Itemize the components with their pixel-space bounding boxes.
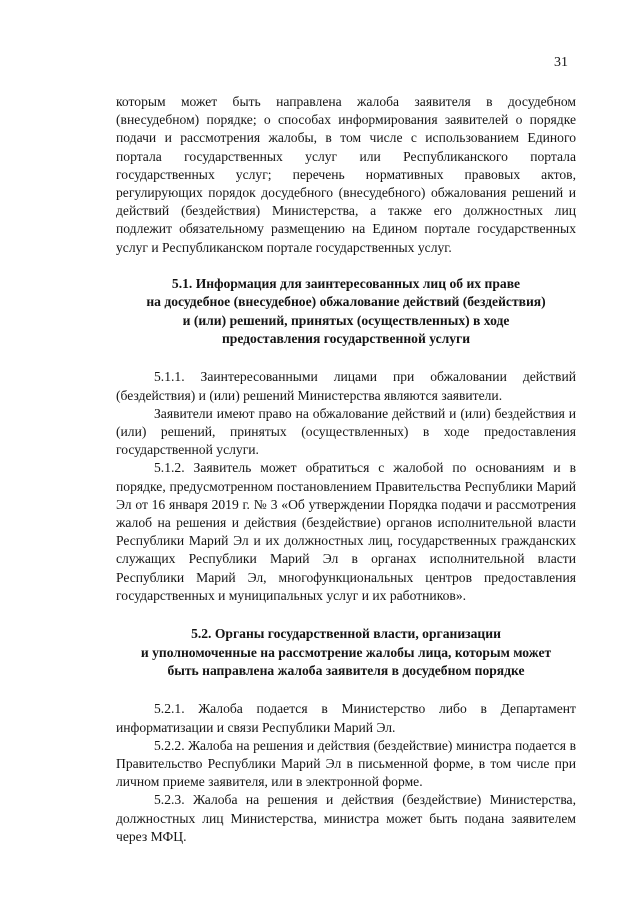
paragraph-5-1-1: 5.1.1. Заинтересованными лицами при обжаловании действий (бездействия) и (или) решений Министерства являются заявители.: [116, 369, 576, 403]
page-number: 31: [554, 55, 568, 70]
section-5-1-heading-line: и (или) решений, принятых (осуществленных) в ходе: [182, 312, 510, 328]
section-5-1-heading: [116, 275, 576, 349]
paragraph-5-2-2: 5.2.2. Жалоба на решения и действия (бездействие) министра подается в Правительство Республики Марий Эл в письменной форме, в том числе при личном приеме заявителя, или в электронной форме.: [116, 737, 576, 790]
document-body: [116, 93, 576, 846]
paragraph-5-1-2: 5.1.2. Заявитель может обратиться с жалобой по основаниям и в порядке, предусмотренном постановлением Правительства Республики Марий Эл от 16 января 2019 г. № 3 «Об утверждении Порядка подачи и рассмотрения жалоб на решения и действия (бездействие) органов исполнительной власти Республики Марий Эл и их должностных лиц, государственных гражданских служащих Республики Марий Эл в органах исполнительной власти Республики Марий Эл, многофункциональных центров предоставления государственных и муниципальных услуг и их работников».: [116, 460, 576, 603]
paragraph-5-2-3: 5.2.3. Жалоба на решения и действия (бездействие) Министерства, должностных лиц Министерства, министра может быть подана заявителем через МФЦ.: [116, 792, 576, 844]
section-5-1-heading-line: 5.1. Информация для заинтересованных лиц об их праве: [171, 275, 521, 291]
section-5-2-heading-line: быть направлена жалоба заявителя в досудебном порядке: [167, 662, 525, 678]
paragraph-applicants-right: Заявители имеют право на обжалование действий и (или) бездействия и (или) решений, принятых (осуществленных) в ходе предоставления государственной услуги.: [116, 405, 576, 458]
paragraph-5-2-1: 5.2.1. Жалоба подается в Министерство либо в Департамент информатизации и связи Республики Марий Эл.: [116, 701, 576, 735]
section-5-2-heading: [116, 625, 576, 680]
section-5-2-heading-line: и уполномоченные на рассмотрение жалобы лица, которым может: [140, 644, 552, 660]
section-5-2-heading-line: 5.2. Органы государственной власти, организации: [191, 626, 501, 642]
intro-paragraph: которым может быть направлена жалоба заявителя в досудебном (внесудебном) порядке; о способах информирования заявителей о порядке подачи и рассмотрения жалобы, в том числе с использованием Единого портала государственных услуг или Республиканского портала государственных услуг; перечень нормативных правовых актов, регулирующих порядок досудебного (внесудебного) обжалования решений и действий (бездействия) Министерства, а также его должностных лиц подлежит обязательному размещению на Едином портале государственных услуг и Республиканском портале государственных услуг.: [116, 94, 576, 255]
section-5-1-heading-line: предоставления государственной услуги: [221, 331, 471, 347]
section-5-1-heading-line: на досудебное (внесудебное) обжалование действий (бездействия): [146, 294, 546, 310]
